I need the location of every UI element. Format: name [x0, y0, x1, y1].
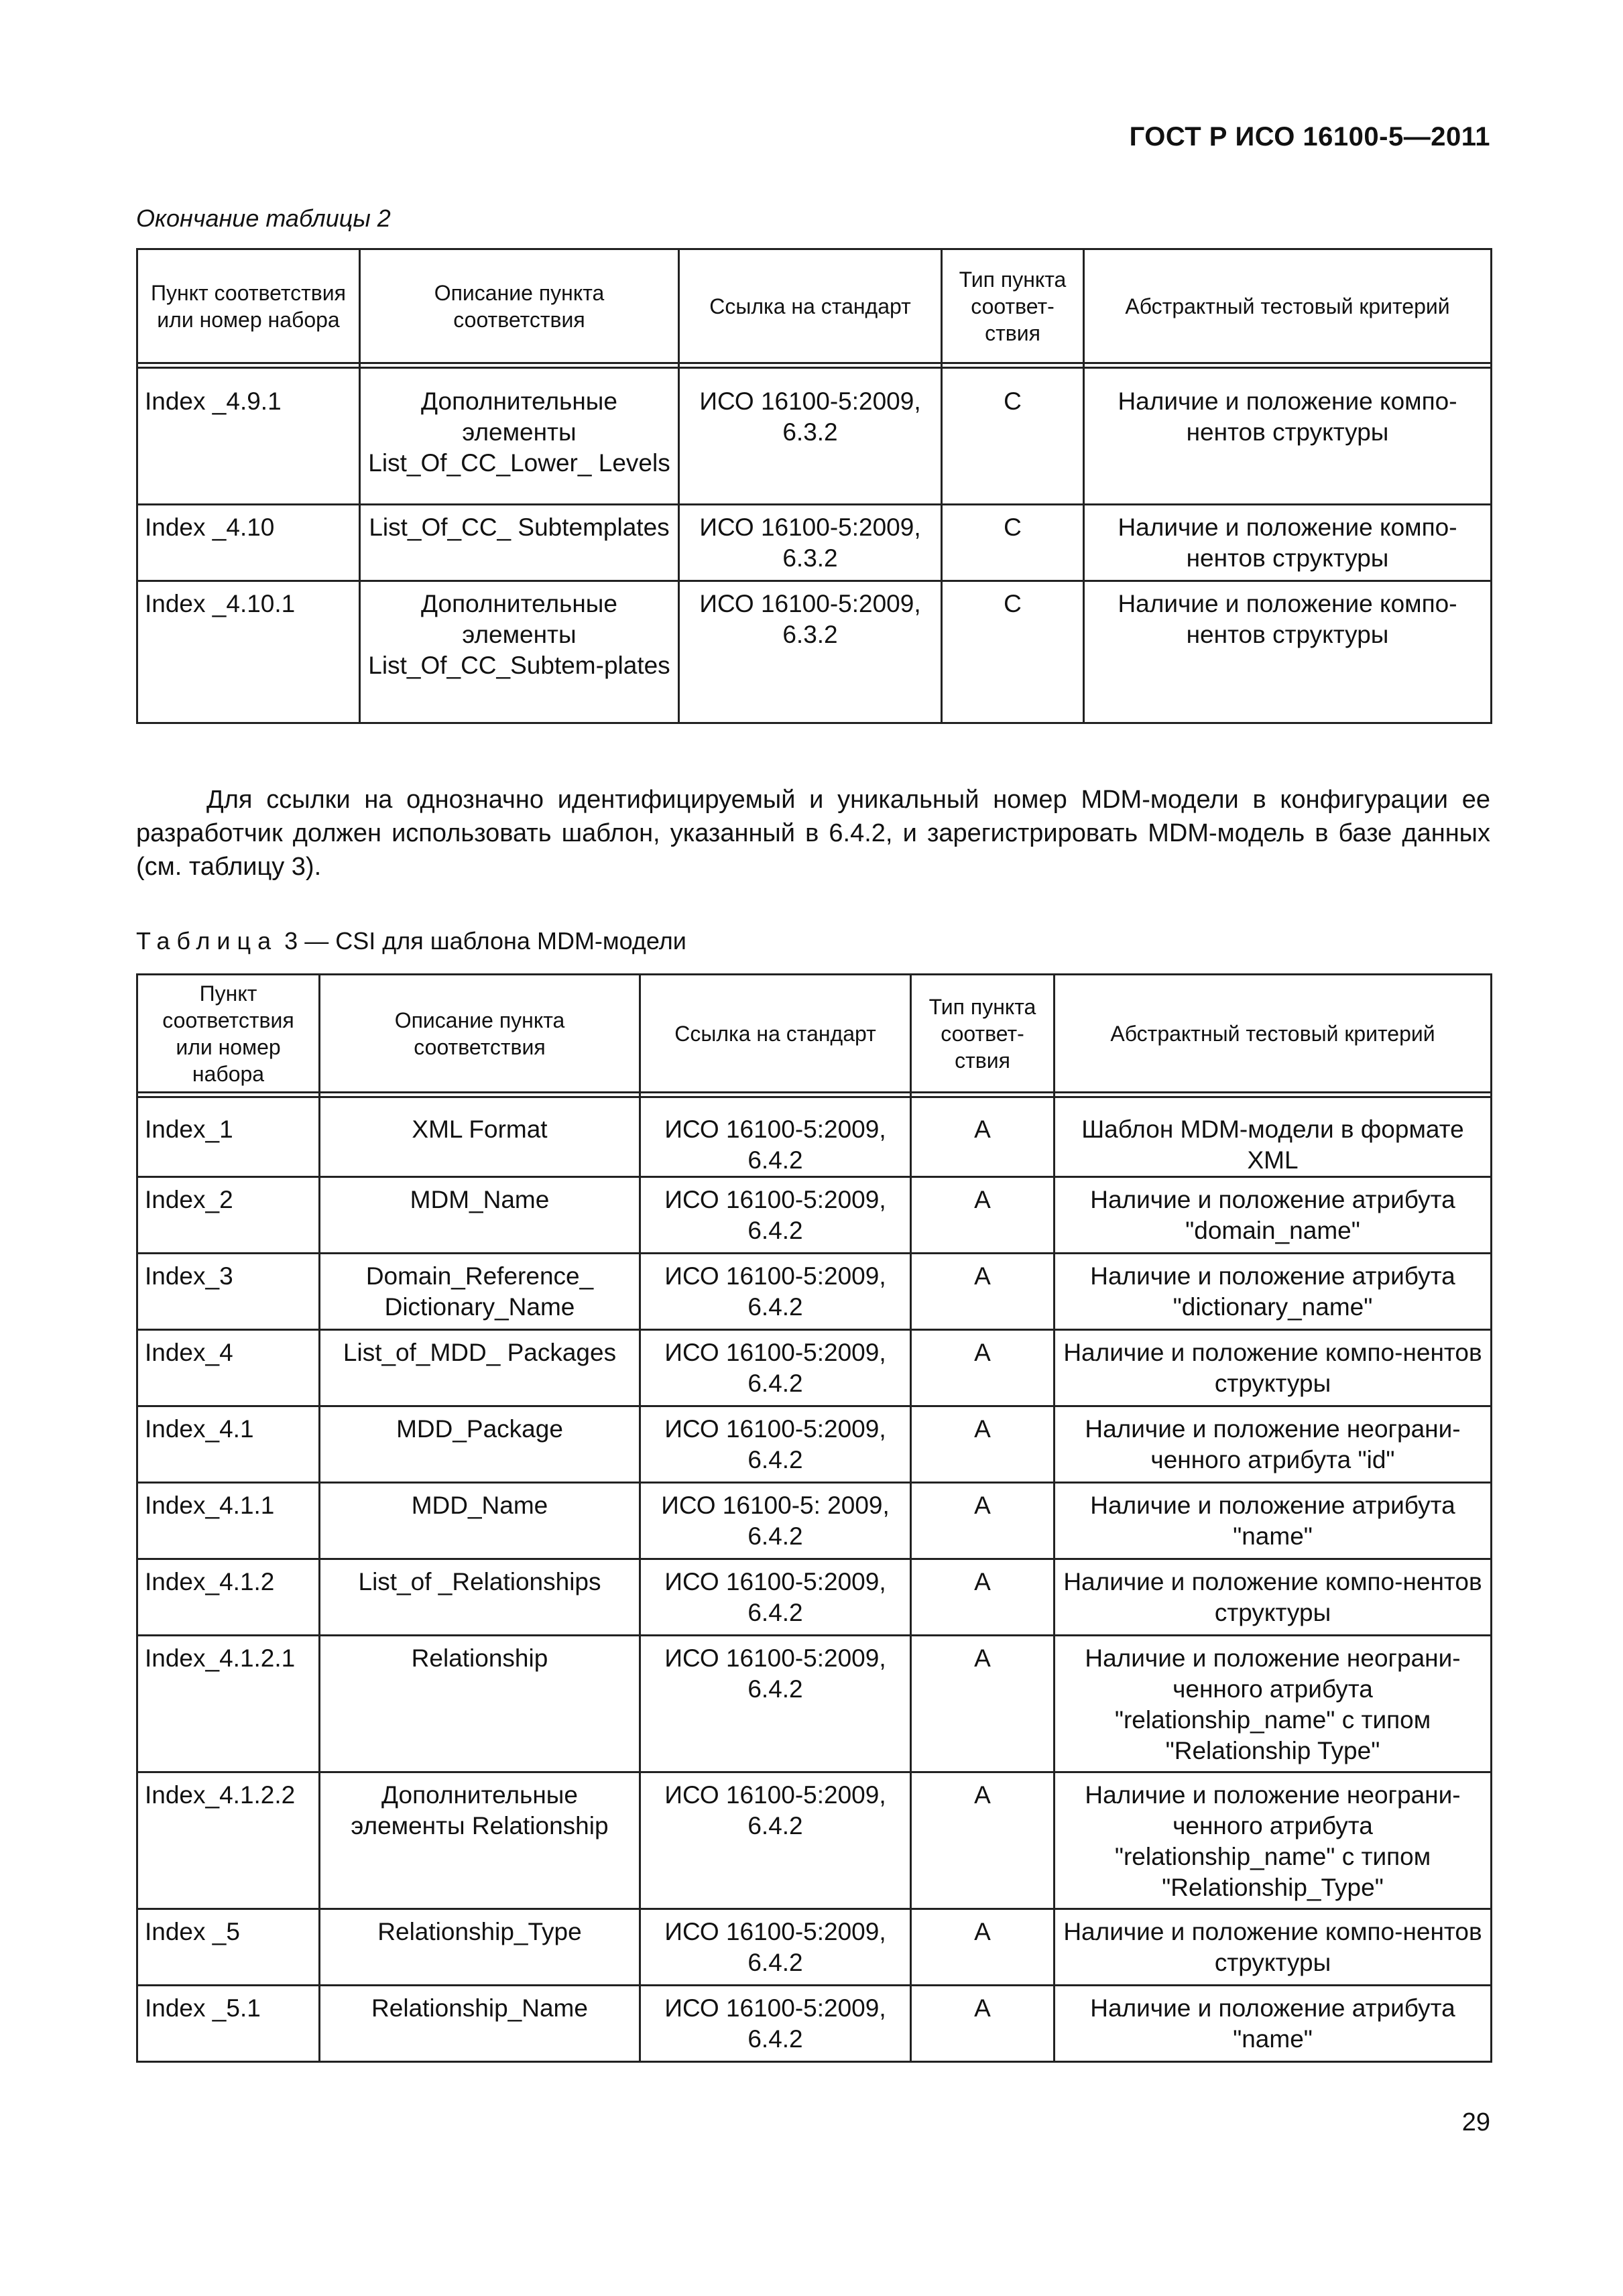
table-row — [137, 1772, 1492, 1909]
table-row — [137, 1986, 1492, 2062]
table-header-row — [137, 249, 1492, 363]
cell-type: A — [911, 1909, 1055, 1986]
cell-reference: ИСО 16100-5:2009, 6.4.2 — [640, 1986, 911, 2062]
cell-reference: ИСО 16100-5:2009, 6.3.2 — [679, 581, 942, 723]
column-header: Пункт соответствия или номер набора — [137, 249, 360, 363]
table-header-row — [137, 975, 1492, 1093]
table-row — [137, 1330, 1492, 1406]
table3-caption-prefix: Таблица — [136, 927, 278, 955]
cell-description: MDD_Package — [320, 1406, 640, 1483]
standard-code-header: ГОСТ Р ИСО 16100-5—2011 — [1129, 122, 1490, 152]
cell-description: List_of _Relationships — [320, 1559, 640, 1636]
cell-criterion: Наличие и положение неограни-ченного атрибута "id" — [1055, 1406, 1492, 1483]
cell-type: A — [911, 1406, 1055, 1483]
cell-item-id: Index _5 — [137, 1909, 320, 1986]
cell-item-id: Index_3 — [137, 1254, 320, 1330]
cell-item-id: Index_2 — [137, 1177, 320, 1254]
cell-reference: ИСО 16100-5:2009, 6.3.2 — [679, 505, 942, 581]
cell-criterion: Наличие и положение атрибута "name" — [1055, 1483, 1492, 1559]
cell-type: A — [911, 1636, 1055, 1772]
cell-type: A — [911, 1559, 1055, 1636]
cell-type: A — [911, 1097, 1055, 1177]
header-separator — [137, 1093, 1492, 1097]
table-row — [137, 1254, 1492, 1330]
cell-criterion: Наличие и положение атрибута "domain_name" — [1055, 1177, 1492, 1254]
table-row — [137, 1177, 1492, 1254]
column-header: Тип пункта соответ-ствия — [942, 249, 1084, 363]
table3-caption-rest: 3 — CSI для шаблона MDM-модели — [284, 927, 686, 955]
cell-item-id: Index_4.1.2.2 — [137, 1772, 320, 1909]
table-row — [137, 1559, 1492, 1636]
cell-type: A — [911, 1483, 1055, 1559]
cell-type: C — [942, 581, 1084, 723]
table-row — [137, 1483, 1492, 1559]
cell-description: Дополнительные элементы List_Of_CC_Lower_ Levels — [360, 368, 679, 505]
cell-description: Relationship_Type — [320, 1909, 640, 1986]
cell-item-id: Index_4 — [137, 1330, 320, 1406]
cell-reference: ИСО 16100-5: 2009, 6.4.2 — [640, 1483, 911, 1559]
cell-reference: ИСО 16100-5:2009, 6.4.2 — [640, 1909, 911, 1986]
cell-criterion: Шаблон MDM-модели в формате XML — [1055, 1097, 1492, 1177]
table-row — [137, 1097, 1492, 1177]
table3-caption — [136, 927, 686, 955]
column-header: Описание пункта соответствия — [320, 975, 640, 1093]
cell-reference: ИСО 16100-5:2009, 6.4.2 — [640, 1330, 911, 1406]
column-header: Абстрактный тестовый критерий — [1084, 249, 1492, 363]
cell-description: List_of_MDD_ Packages — [320, 1330, 640, 1406]
cell-type: A — [911, 1330, 1055, 1406]
table-row — [137, 1406, 1492, 1483]
cell-description: Domain_Reference_ Dictionary_Name — [320, 1254, 640, 1330]
cell-description: Relationship_Name — [320, 1986, 640, 2062]
cell-criterion: Наличие и положение атрибута "name" — [1055, 1986, 1492, 2062]
cell-item-id: Index _4.10.1 — [137, 581, 360, 723]
column-header: Описание пункта соответствия — [360, 249, 679, 363]
cell-item-id: Index _5.1 — [137, 1986, 320, 2062]
cell-description: List_Of_CC_ Subtemplates — [360, 505, 679, 581]
cell-criterion: Наличие и положение компо-нентов структуры — [1055, 1330, 1492, 1406]
column-header: Абстрактный тестовый критерий — [1055, 975, 1492, 1093]
cell-reference: ИСО 16100-5:2009, 6.4.2 — [640, 1636, 911, 1772]
column-header: Ссылка на стандарт — [640, 975, 911, 1093]
cell-item-id: Index_1 — [137, 1097, 320, 1177]
cell-type: A — [911, 1772, 1055, 1909]
cell-description: MDD_Name — [320, 1483, 640, 1559]
cell-type: A — [911, 1254, 1055, 1330]
table2-caption: Окончание таблицы 2 — [136, 204, 391, 232]
body-paragraph — [136, 783, 1490, 884]
cell-type: C — [942, 505, 1084, 581]
cell-criterion: Наличие и положение компо-нентов структуры — [1055, 1909, 1492, 1986]
column-header: Ссылка на стандарт — [679, 249, 942, 363]
cell-item-id: Index_4.1 — [137, 1406, 320, 1483]
cell-item-id: Index_4.1.2 — [137, 1559, 320, 1636]
cell-item-id: Index_4.1.1 — [137, 1483, 320, 1559]
cell-reference: ИСО 16100-5:2009, 6.4.2 — [640, 1559, 911, 1636]
cell-description: Дополнительные элементы Relationship — [320, 1772, 640, 1909]
cell-item-id: Index _4.9.1 — [137, 368, 360, 505]
cell-criterion: Наличие и положение компо-нентов структуры — [1084, 368, 1492, 505]
table-row — [137, 368, 1492, 505]
cell-description: XML Format — [320, 1097, 640, 1177]
cell-description: MDM_Name — [320, 1177, 640, 1254]
cell-type: C — [942, 368, 1084, 505]
cell-type: A — [911, 1986, 1055, 2062]
cell-criterion: Наличие и положение атрибута "dictionary_name" — [1055, 1254, 1492, 1330]
cell-criterion: Наличие и положение неограни-ченного атрибута "relationship_name" с типом "Relationship_Type" — [1055, 1772, 1492, 1909]
table-row — [137, 1909, 1492, 1986]
cell-criterion: Наличие и положение компо-нентов структуры — [1084, 505, 1492, 581]
cell-reference: ИСО 16100-5:2009, 6.4.2 — [640, 1097, 911, 1177]
table-3 — [136, 973, 1492, 2063]
cell-criterion: Наличие и положение компо-нентов структуры — [1055, 1559, 1492, 1636]
table-row — [137, 505, 1492, 581]
cell-item-id: Index_4.1.2.1 — [137, 1636, 320, 1772]
column-header: Тип пункта соответ-ствия — [911, 975, 1055, 1093]
cell-criterion: Наличие и положение неограни-ченного атрибута "relationship_name" с типом "Relationship Type" — [1055, 1636, 1492, 1772]
cell-reference: ИСО 16100-5:2009, 6.4.2 — [640, 1177, 911, 1254]
cell-reference: ИСО 16100-5:2009, 6.4.2 — [640, 1254, 911, 1330]
table-row — [137, 581, 1492, 723]
header-separator — [137, 363, 1492, 368]
paragraph-text: Для ссылки на однозначно идентифицируемый и уникальный номер MDM-модели в конфигурации ее разработчик должен использовать шаблон, указанный в 6.4.2, и зарегистрировать MDM-модель в базе данных (см. таблицу 3). — [136, 786, 1490, 881]
cell-description: Relationship — [320, 1636, 640, 1772]
cell-reference: ИСО 16100-5:2009, 6.4.2 — [640, 1406, 911, 1483]
cell-type: A — [911, 1177, 1055, 1254]
column-header: Пункт соответствия или номер набора — [137, 975, 320, 1093]
cell-item-id: Index _4.10 — [137, 505, 360, 581]
cell-reference: ИСО 16100-5:2009, 6.4.2 — [640, 1772, 911, 1909]
table-row — [137, 1636, 1492, 1772]
cell-criterion: Наличие и положение компо-нентов структуры — [1084, 581, 1492, 723]
table-2 — [136, 248, 1492, 724]
page-number: 29 — [1461, 2108, 1490, 2136]
cell-reference: ИСО 16100-5:2009, 6.3.2 — [679, 368, 942, 505]
cell-description: Дополнительные элементы List_Of_CC_Subtem-plates — [360, 581, 679, 723]
